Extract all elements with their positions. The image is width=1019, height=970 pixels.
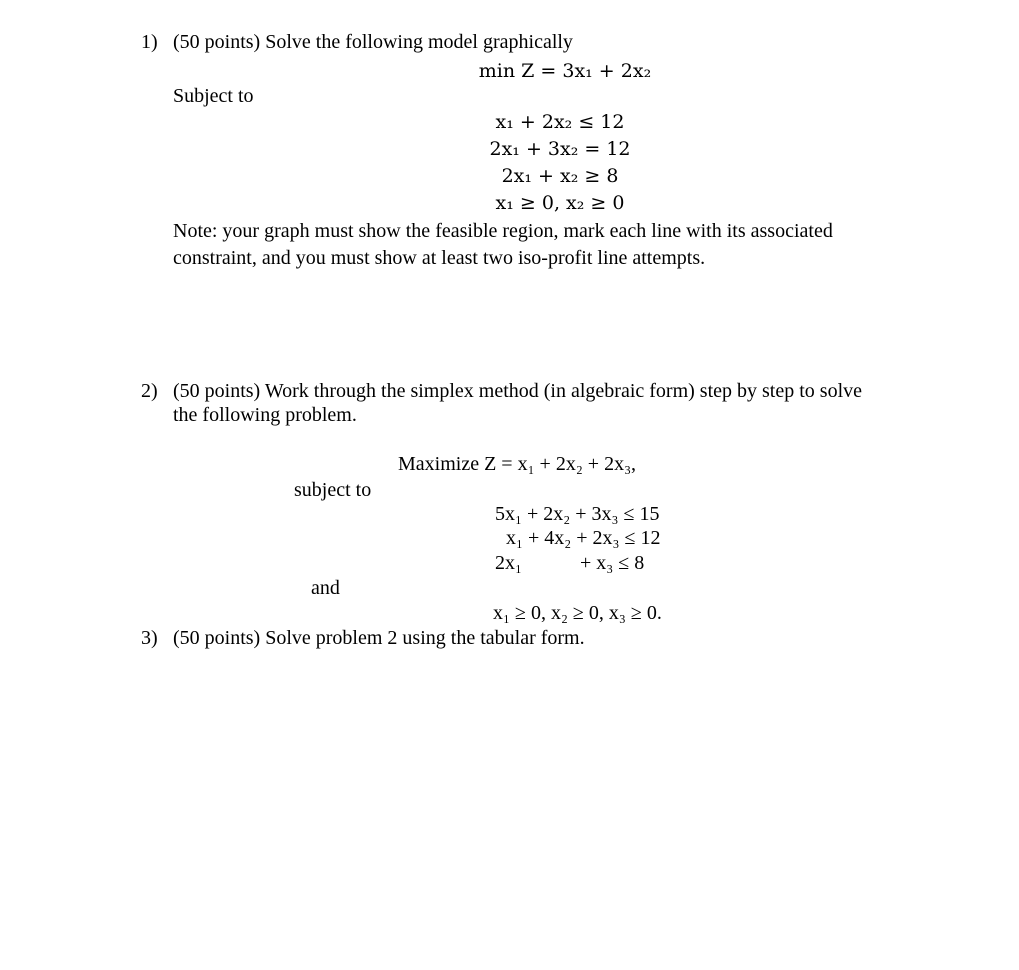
- problem1-constraint-1: x₁ + 2x₂ ≤ 12: [495, 111, 625, 133]
- problem2-constraint-3-x3-term: + x₃ ≤ 8: [580, 552, 645, 574]
- problem1-subject-to: Subject to: [173, 85, 254, 107]
- problem1-note-line1: Note: your graph must show the feasible region, mark each line with its associated: [173, 220, 833, 242]
- problem2-subject-to: subject to: [294, 479, 372, 501]
- problem1-note-line2: constraint, and you must show at least two iso-profit line attempts.: [173, 247, 706, 269]
- problem3-number: 3): [141, 627, 158, 649]
- problem2-constraint-3-x1-term: 2x₁: [495, 552, 522, 574]
- problem1-constraint-2: 2x₁ + 3x₂ = 12: [489, 138, 631, 160]
- problem2-heading-line1: (50 points) Work through the simplex method (in algebraic form) step by step to solve: [173, 380, 863, 402]
- problem1-number: 1): [141, 31, 158, 53]
- problem2-nonnegativity: x₁ ≥ 0, x₂ ≥ 0, x₃ ≥ 0.: [493, 602, 662, 624]
- problem3-heading: (50 points) Solve problem 2 using the tabular form.: [173, 627, 585, 649]
- problem2-number: 2): [141, 380, 158, 402]
- problem1-objective: min Z = 3x₁ + 2x₂: [478, 60, 652, 82]
- problem2-heading-line2: the following problem.: [173, 404, 357, 426]
- problem2-objective: Maximize Z = x₁ + 2x₂ + 2x₃,: [398, 453, 637, 475]
- problem1-heading: (50 points) Solve the following model graphically: [173, 31, 573, 53]
- problem2-and-label: and: [311, 577, 340, 599]
- problem1-constraint-4: x₁ ≥ 0, x₂ ≥ 0: [495, 192, 625, 214]
- problem1-constraint-3: 2x₁ + x₂ ≥ 8: [501, 165, 619, 187]
- problem2-constraint-1: 5x₁ + 2x₂ + 3x₃ ≤ 15: [495, 503, 660, 525]
- problem2-constraint-2: x₁ + 4x₂ + 2x₃ ≤ 12: [506, 527, 661, 549]
